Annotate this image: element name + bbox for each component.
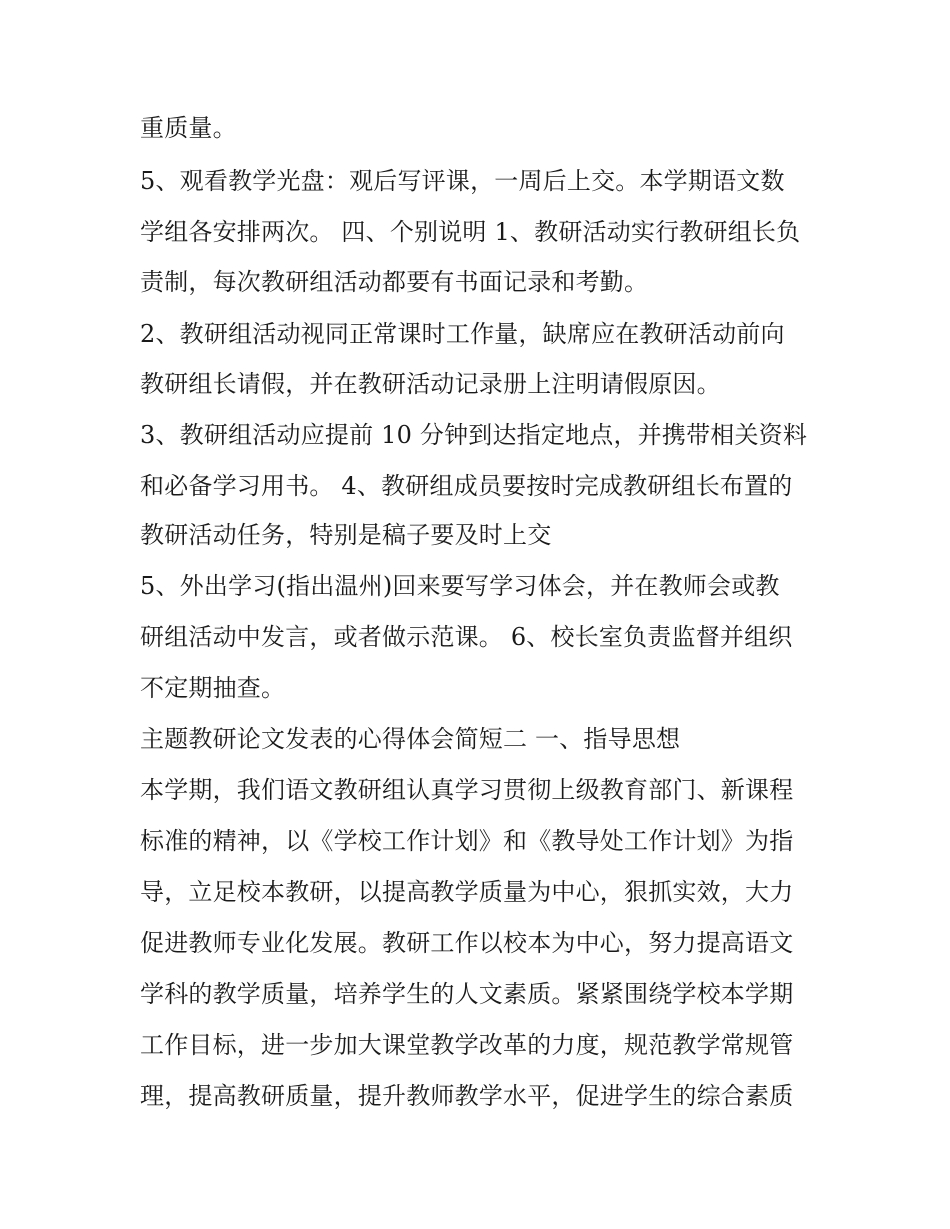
- text-line: 5、外出学习(指出温州)回来要写学习体会，并在教师会或教: [140, 572, 780, 600]
- text-line: 促进教师专业化发展。教研工作以校本为中心，努力提高语文: [140, 929, 794, 957]
- text-line: 导，立足校本教研，以提高教学质量为中心，狠抓实效，大力: [140, 878, 794, 906]
- text-line: 2、教研组活动视同正常课时工作量，缺席应在教研活动前向: [140, 320, 785, 348]
- text-line: 理，提高教研质量，提升教师教学水平，促进学生的综合素质: [140, 1082, 794, 1110]
- text-line: 工作目标，进一步加大课堂教学改革的力度，规范教学常规管: [140, 1031, 794, 1059]
- text-line: 本学期，我们语文教研组认真学习贯彻上级教育部门、新课程: [140, 776, 794, 804]
- text-line: 教研组长请假，并在教研活动记录册上注明请假原因。: [140, 370, 721, 398]
- text-line: 研组活动中发言，或者做示范课。 6、校长室负责监督并组织: [140, 623, 793, 651]
- text-line: 重质量。: [140, 114, 237, 142]
- text-line: 不定期抽查。: [140, 674, 286, 702]
- text-line: 学组各安排两次。 四、个别说明 1、教研活动实行教研组长负: [140, 218, 801, 246]
- text-line: 3、教研组活动应提前 10 分钟到达指定地点，并携带相关资料: [140, 421, 808, 449]
- text-line: 教研活动任务，特别是稿子要及时上交: [140, 521, 552, 549]
- text-line: 标准的精神，以《学校工作计划》和《教导处工作计划》为指: [140, 827, 794, 855]
- text-line: 5、观看教学光盘：观后写评课，一周后上交。本学期语文数: [140, 167, 785, 195]
- text-line: 和必备学习用书。 4、教研组成员要按时完成教研组长布置的: [140, 472, 793, 500]
- section-heading: 主题教研论文发表的心得体会简短二 一、指导思想: [140, 725, 681, 753]
- text-line: 责制，每次教研组活动都要有书面记录和考勤。: [140, 268, 649, 296]
- text-line: 学科的教学质量，培养学生的人文素质。紧紧围绕学校本学期: [140, 980, 794, 1008]
